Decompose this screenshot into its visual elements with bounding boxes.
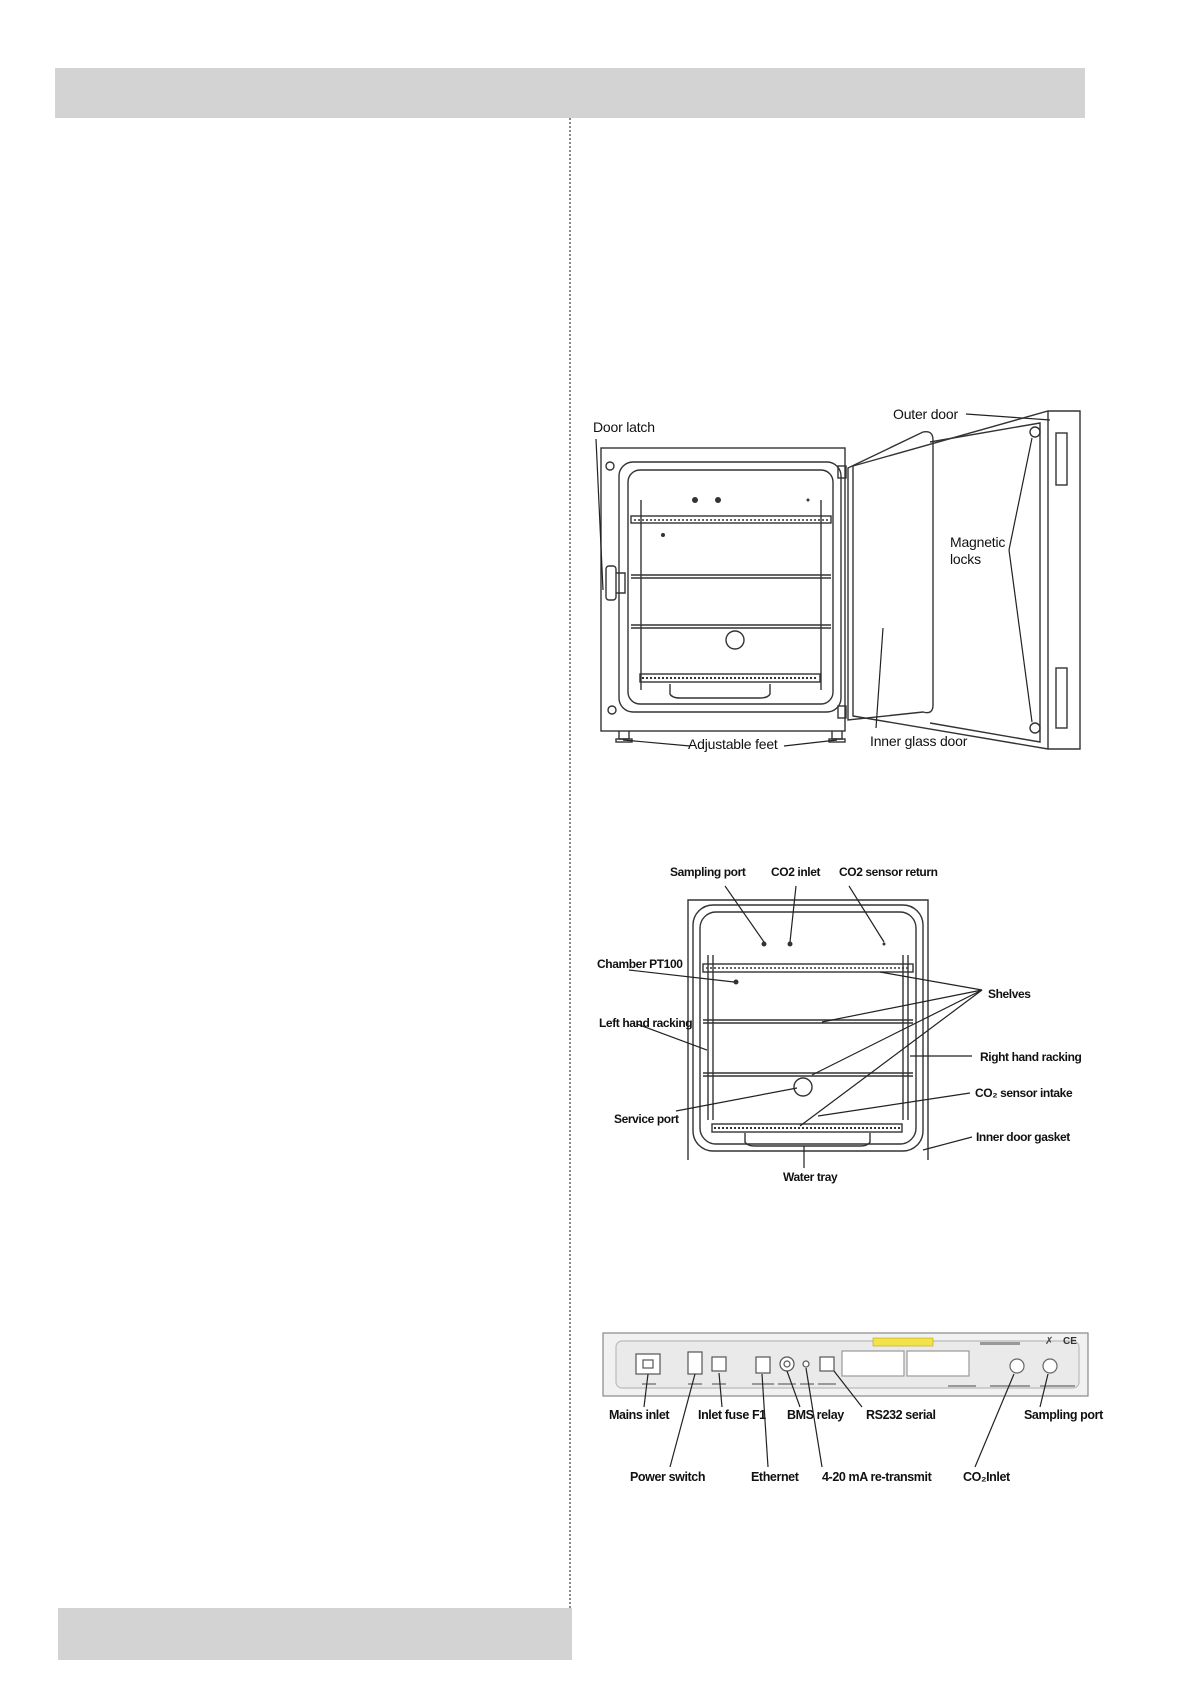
- label-sampling-port-fig2: Sampling port: [670, 865, 746, 879]
- label-door-latch: Door latch: [593, 419, 655, 435]
- ethernet-port-shape: [756, 1357, 770, 1373]
- warning-sticker: [873, 1338, 933, 1346]
- label-mains-inlet: Mains inlet: [609, 1408, 670, 1422]
- label-water-tray: Water tray: [783, 1170, 838, 1184]
- label-co2-inlet-fig3: CO₂Inlet: [963, 1470, 1010, 1484]
- mains-inlet-socket: [636, 1354, 660, 1374]
- label-adjustable-feet: Adjustable feet: [688, 736, 778, 752]
- ce-mark: CE: [1063, 1336, 1077, 1347]
- label-inner-door-gasket: Inner door gasket: [976, 1130, 1070, 1144]
- label-right-hand-racking: Right hand racking: [980, 1050, 1082, 1064]
- label-inner-glass-door: Inner glass door: [870, 733, 968, 749]
- label-magnetic-locks: Magnetic: [950, 534, 1006, 550]
- label-outer-door: Outer door: [893, 406, 958, 422]
- rs232-port-shape: [820, 1357, 834, 1371]
- co2-inlet-port: [1010, 1359, 1024, 1373]
- label-chamber-pt100: Chamber PT100: [597, 957, 683, 971]
- label-service-port: Service port: [614, 1112, 679, 1126]
- weee-bin-icon: ✗: [1045, 1336, 1054, 1347]
- label-left-hand-racking: Left hand racking: [599, 1016, 693, 1030]
- label-co2-sensor-return: CO2 sensor return: [839, 865, 938, 879]
- label-inlet-fuse: Inlet fuse F1: [698, 1408, 766, 1422]
- power-switch-shape: [688, 1352, 702, 1374]
- label-retransmit: 4-20 mA re-transmit: [822, 1470, 932, 1484]
- label-co2-sensor-intake: CO₂ sensor intake: [975, 1086, 1073, 1100]
- label-bms-relay: BMS relay: [787, 1408, 844, 1422]
- label-shelves: Shelves: [988, 987, 1031, 1001]
- bms-relay-shape: [780, 1357, 794, 1371]
- label-sampling-port-fig3: Sampling port: [1024, 1408, 1103, 1422]
- label-co2-inlet-fig2: CO2 inlet: [771, 865, 821, 879]
- label-power-switch: Power switch: [630, 1470, 706, 1484]
- label-magnetic-locks-2: locks: [950, 551, 981, 567]
- sampling-port-fig3: [1043, 1359, 1057, 1373]
- label-ethernet: Ethernet: [751, 1470, 799, 1484]
- label-rs232-serial: RS232 serial: [866, 1408, 936, 1422]
- inlet-fuse-shape: [712, 1357, 726, 1371]
